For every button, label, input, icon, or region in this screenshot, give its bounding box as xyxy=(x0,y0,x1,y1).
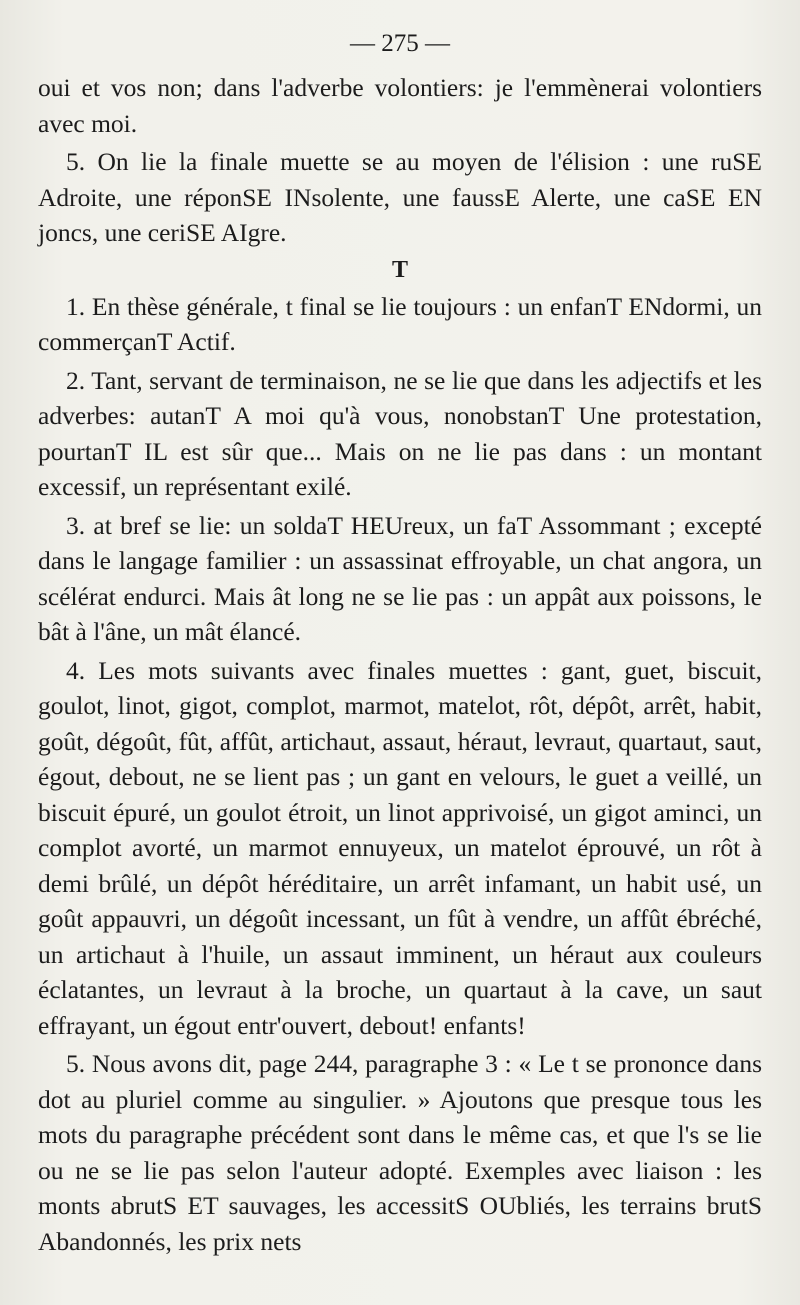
paragraph-t-rule-4: 4. Les mots suivants avec finales muettes : gant, guet, biscuit, goulot, linot, gigot, complot, marmot, matelot, rôt, dépôt, arrêt, habit, goût, dégoût, fût, affût, artichaut, assaut, héraut, levraut, quartaut, saut, égout, debout, ne se lient pas ; un gant en velours, le guet a veillé, un biscuit épuré, un goulot étroit, un linot apprivoisé, un gigot aminci, un complot avorté, un marmot ennuyeux, un matelot éprouvé, un rôt à demi brûlé, un dépôt héréditaire, un arrêt infamant, un habit usé, un goût appauvri, un dégoût incessant, un fût à vendre, un affût ébréché, un artichaut à l'huile, un assaut imminent, un héraut aux couleurs éclatantes, un levraut à la broche, un quartaut à la cave, un saut effrayant, un égout entr'ouvert, debout! enfants! xyxy=(38,655,762,1040)
paragraph-t-rule-1: 1. En thèse générale, t final se lie toujours : un enfanT ENdormi, un commerçanT Actif. xyxy=(38,291,762,356)
paragraph-se-rule-5: 5. On lie la finale muette se au moyen de l'élision : une ruSE Adroite, une réponSE INsolente, une faussE Alerte, une caSE EN joncs, une ceriSE AIgre. xyxy=(38,147,762,247)
paragraph-continuation: oui et vos non; dans l'adverbe volontiers: je l'emmènerai volontiers avec moi. xyxy=(38,73,762,138)
page-number-header: — 275 — xyxy=(350,30,450,57)
paragraph-t-rule-3: 3. at bref se lie: un soldaT HEUreux, un faT Assommant ; excepté dans le langage familier : un assassinat effroyable, un chat angora, un scélérat endurci. Mais ât long ne se lie pas : un appât aux poissons, le bât à l'âne, un mât élancé. xyxy=(38,510,762,646)
paragraph-t-rule-5: 5. Nous avons dit, page 244, paragraphe 3 : « Le t se prononce dans dot au pluriel comme au singulier. » Ajoutons que presque tous les mots du paragraphe précédent sont dans le même cas, et que l's se lie ou ne se lie pas selon l'auteur adopté. Exemples avec liaison : les monts abrutS ET sauvages, les accessitS OUbliés, les terrains brutS Abandonnés, les prix nets xyxy=(38,1049,762,1256)
section-heading-t: T xyxy=(391,256,408,283)
paragraph-t-rule-2: 2. Tant, servant de terminaison, ne se lie que dans les adjectifs et les adverbes: autanT A moi qu'à vous, nonobstanT Une protestation, pourtanT IL est sûr que... Mais on ne lie pas dans : un montant excessif, un représentant exilé. xyxy=(38,365,762,501)
